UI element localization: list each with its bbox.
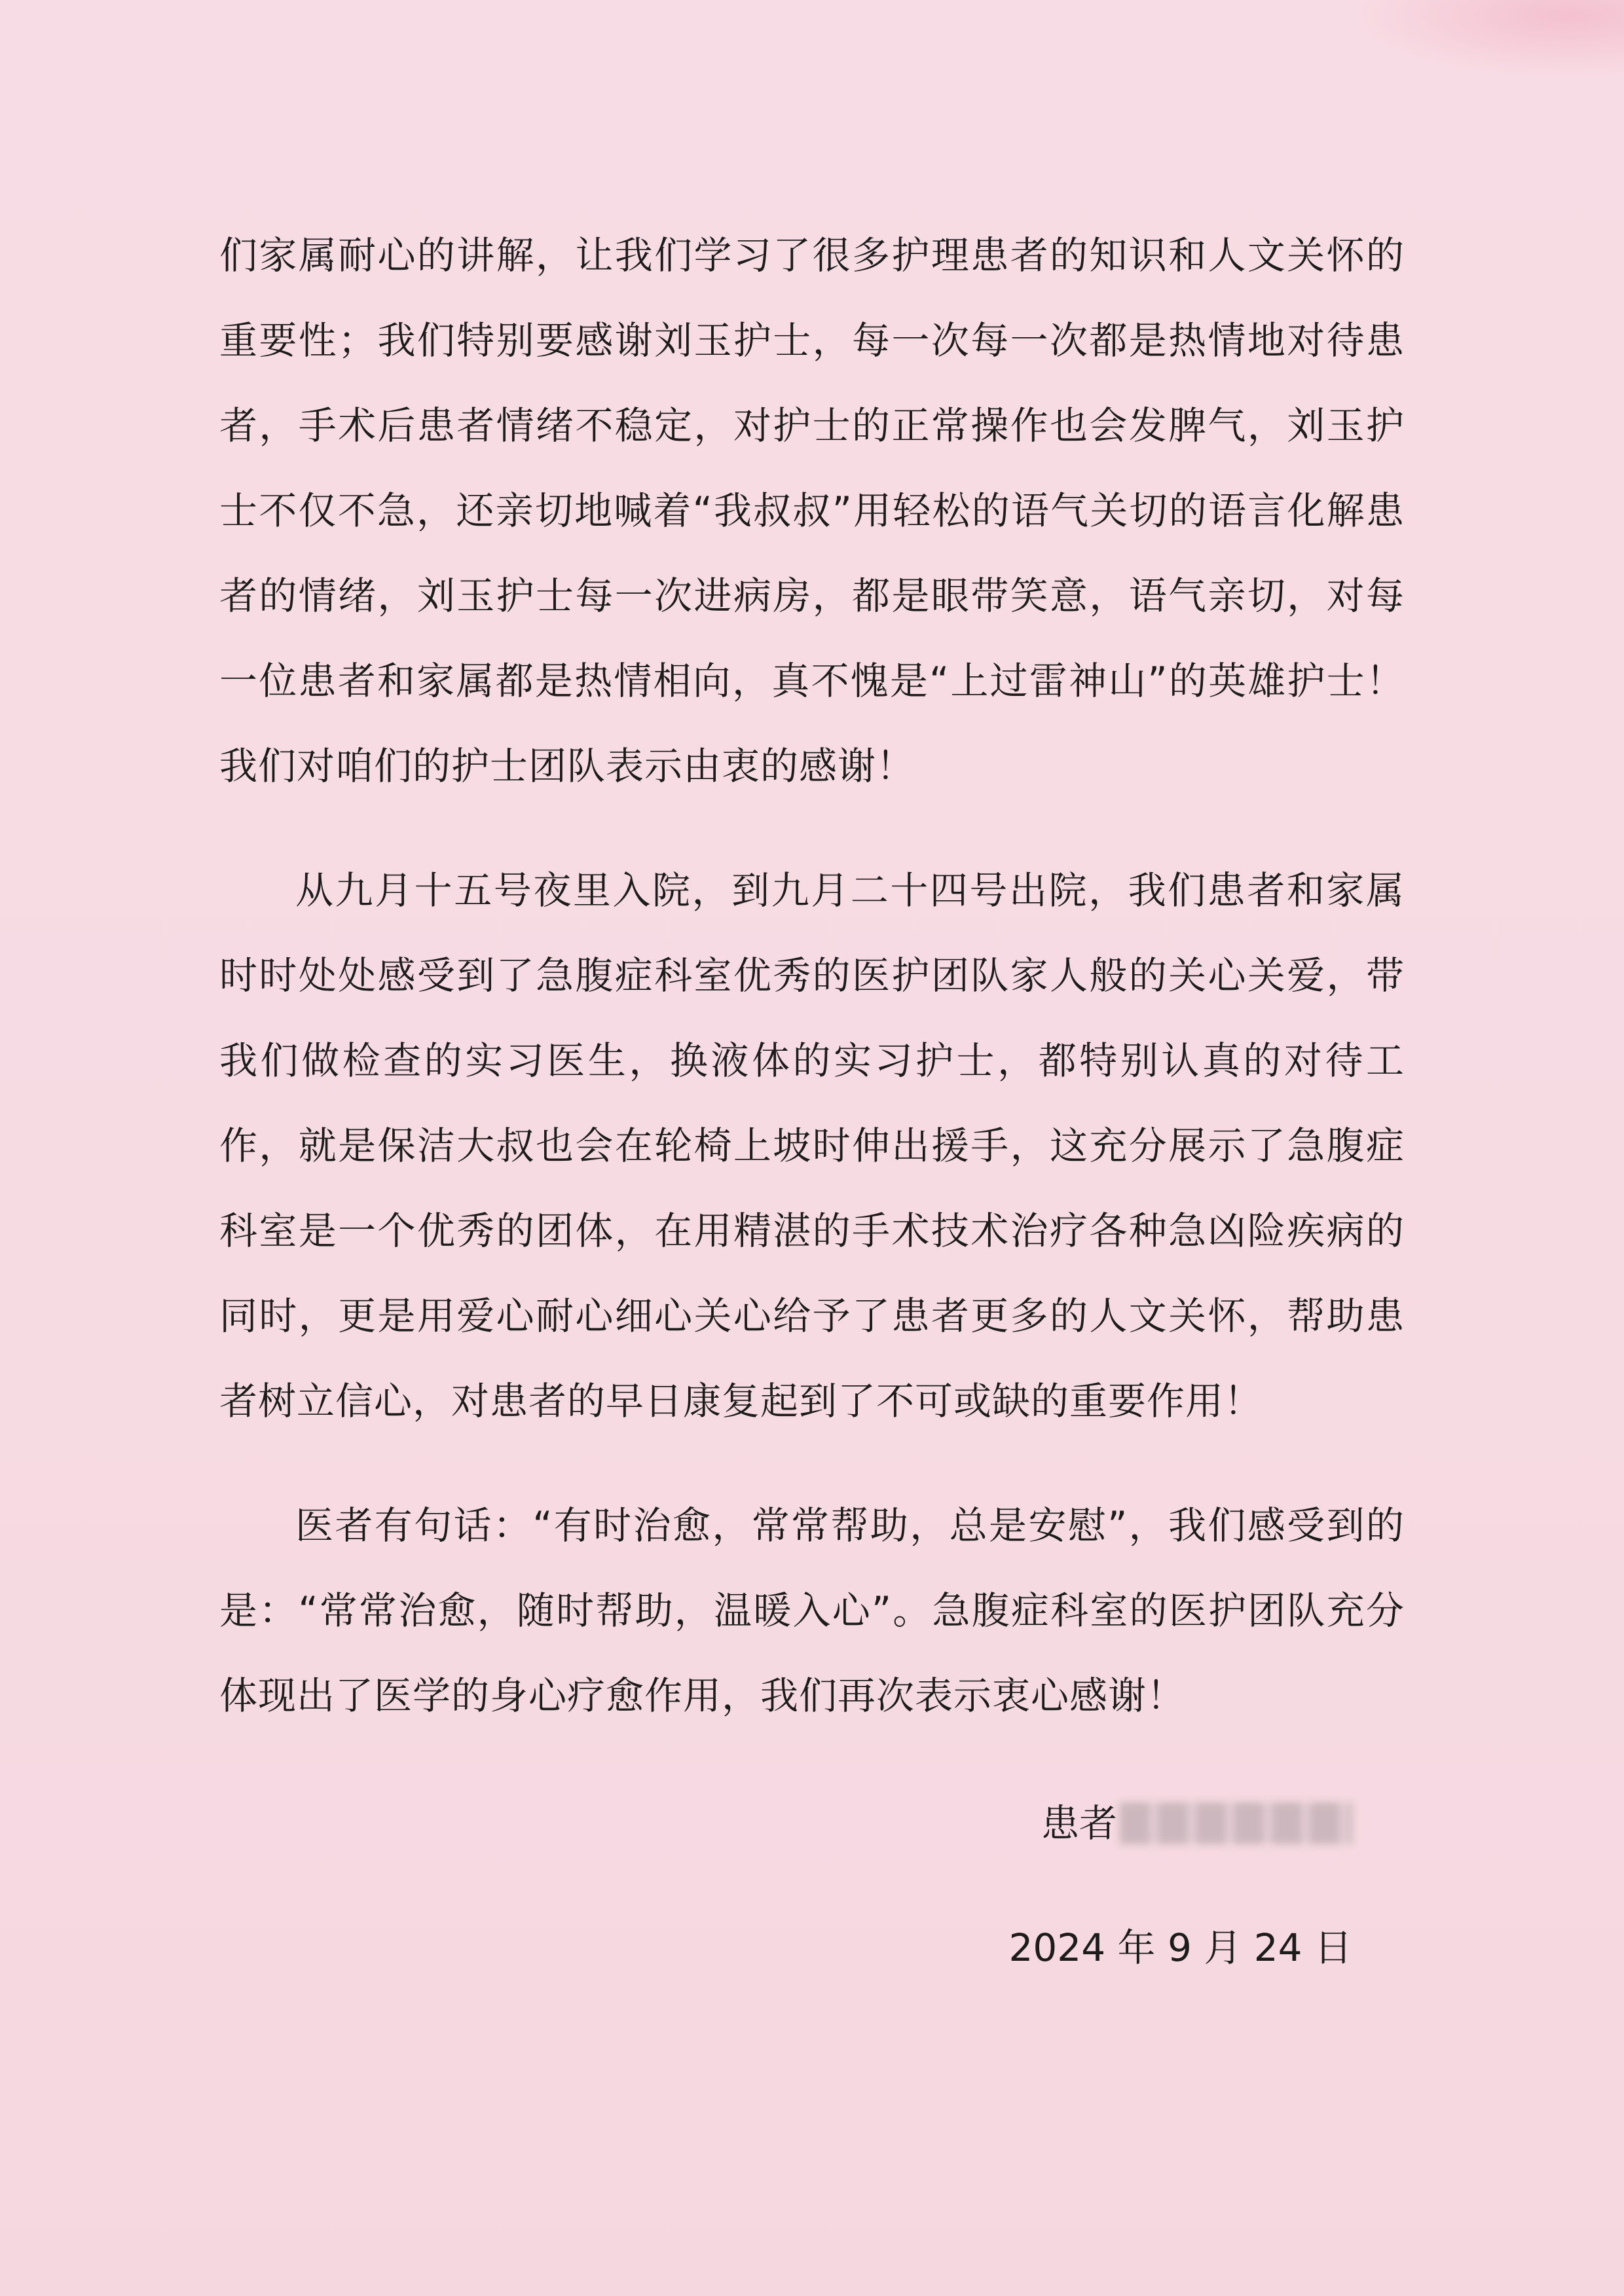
signature-block (1009, 1781, 1353, 1990)
paragraph-hospital-stay: 从九月十五号夜里入院，到九月二十四号出院，我们患者和家属时时处处感受到了急腹症科室优秀的医护团队家人般的关心关爱，带我们做检查的实习医生，换液体的实习护士，都特别认真的对待工作，就是保洁大叔也会在轮椅上坡时伸出援手，这充分展示了急腹症科室是一个优秀的团体，在用精湛的手术技术治疗各种急凶险疾病的同时，更是用爱心耐心细心关心给予了患者更多的人文关怀，帮助患者树立信心，对患者的早日康复起到了不可或缺的重要作用！ (219, 868, 1405, 1423)
redacted-name (1120, 1802, 1352, 1844)
letter-body (219, 213, 1405, 1738)
paragraph-gap (219, 809, 1405, 848)
paper-stain (1349, 0, 1624, 79)
signature-label: 患者 (1041, 1801, 1117, 1846)
paragraph-continuation: 们家属耐心的讲解，让我们学习了很多护理患者的知识和人文关怀的重要性；我们特别要感谢刘玉护士，每一次每一次都是热情地对待患者，手术后患者情绪不稳定，对护士的正常操作也会发脾气，刘玉护士不仅不急，还亲切地喊着“我叔叔”用轻松的语气关切的语言化解患者的情绪，刘玉护士每一次进病房，都是眼带笑意，语气亲切，对每一位患者和家属都是热情相向，真不愧是“上过雷神山”的英雄护士！我们对咱们的护士团队表示由衷的感谢！ (219, 233, 1405, 788)
paragraph-gap (219, 1444, 1405, 1483)
paragraph-closing: 医者有句话：“有时治愈，常常帮助，总是安慰”，我们感受到的是：“常常治愈，随时帮助，温暖入心”。急腹症科室的医护团队充分体现出了医学的身心疗愈作用，我们再次表示衷心感谢！ (219, 1503, 1405, 1718)
letter-date: 2024 年 9 月 24 日 (1008, 1925, 1352, 1970)
signature-line (1009, 1781, 1353, 1866)
